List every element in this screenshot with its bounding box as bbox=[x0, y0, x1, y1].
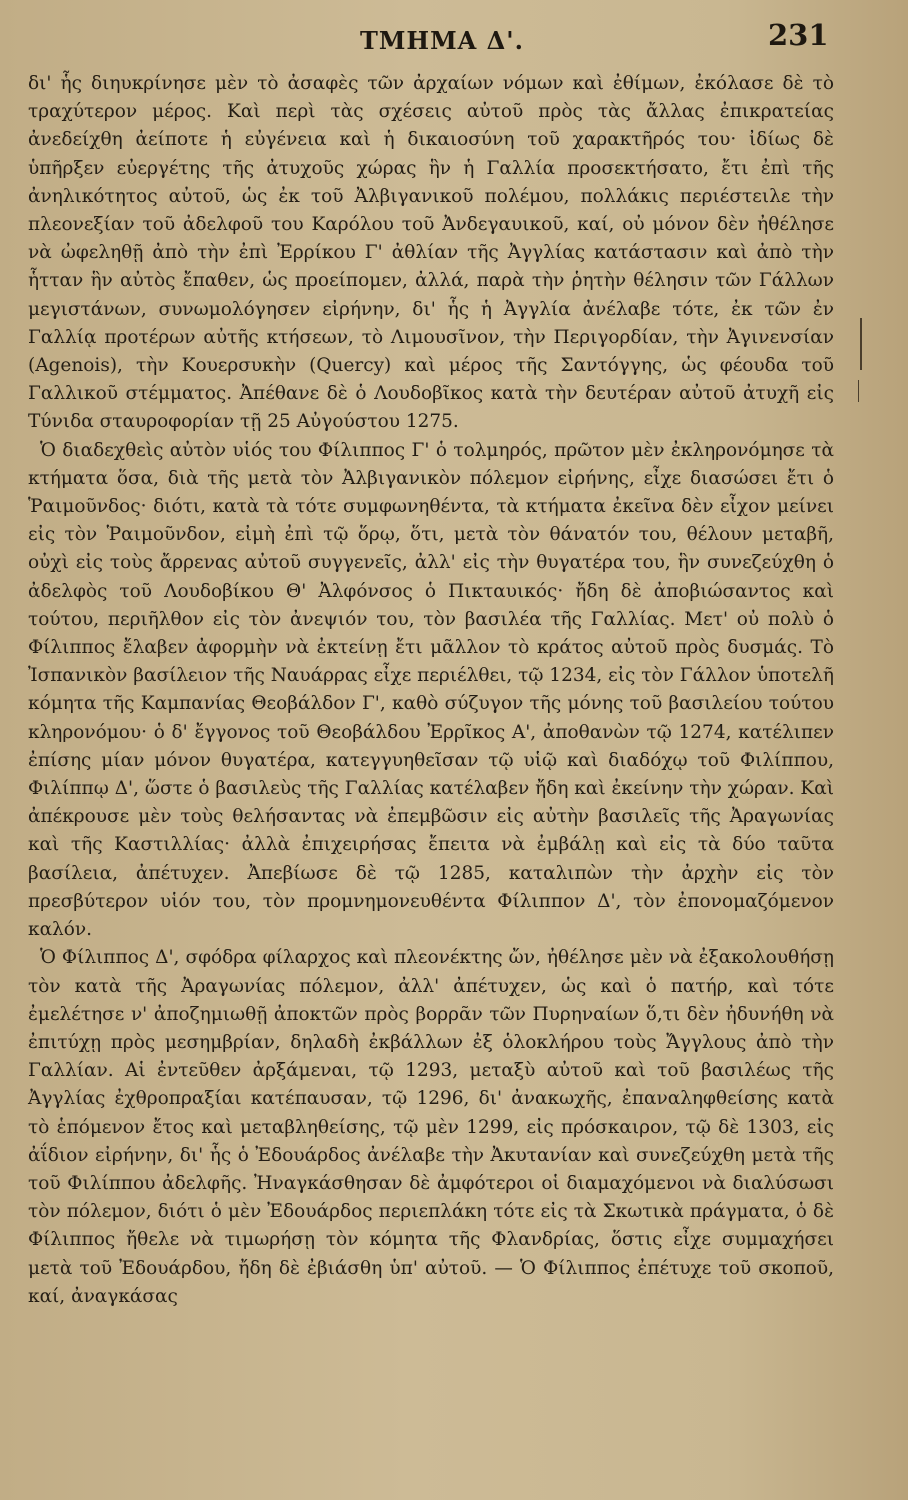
main-text bbox=[28, 70, 834, 1311]
margin-rule-mark bbox=[860, 318, 862, 370]
page-number: 231 bbox=[768, 18, 829, 52]
margin-rule-mark bbox=[858, 380, 859, 402]
running-head-section-title: ΤΜΗΜΑ Δ'. bbox=[360, 26, 524, 55]
page-header bbox=[0, 14, 908, 54]
paragraph: Ὁ Φίλιππος Δ', σφόδρα φίλαρχος καὶ πλεονέκτης ὤν, ἠθέλησε μὲν νὰ ἐξακολουθήσῃ τὸν κατὰ τῆς Ἀραγωνίας πόλεμον, ἀλλ' ἀπέτυχεν, ὡς καὶ ὁ πατήρ, καὶ τότε ἐμελέτησε ν' ἀποζημιωθῇ ἀποκτῶν πρὸς βορρᾶν τῶν Πυρηναίων ὅ,τι δὲν ἠδυνήθη νὰ ἐπιτύχῃ πρὸς μεσημβρίαν, δηλαδὴ ἐκβάλλων ἐξ ὁλοκλήρου τοὺς Ἄγγλους ἀπὸ τὴν Γαλλίαν. Αἱ ἐντεῦθεν ἀρξάμεναι, τῷ 1293, μεταξὺ αὐτοῦ καὶ τοῦ βασιλέως τῆς Ἀγγλίας ἐχθροπραξίαι κατέπαυσαν, τῷ 1296, δι' ἀνακωχῆς, ἐπαναληφθείσης κατὰ τὸ ἑπόμενον ἔτος καὶ μεταβληθείσης, τῷ μὲν 1299, εἰς πρόσκαιρον, τῷ δὲ 1303, εἰς ἀΐδιον εἰρήνην, δι' ἧς ὁ Ἐδουάρδος ἀνέλαβε τὴν Ἀκυτανίαν καὶ συνεζεύχθη μετὰ τῆς τοῦ Φιλίππου ἀδελφῆς. Ἠναγκάσθησαν δὲ ἀμφότεροι οἱ διαμαχόμενοι νὰ διαλύσωσι τὸν πόλεμον, διότι ὁ μὲν Ἐδουάρδος περιεπλάκη τότε εἰς τὰ Σκωτικὰ πράγματα, ὁ δὲ Φίλιππος ἤθελε νὰ τιμωρήσῃ τὸν κόμητα τῆς Φλανδρίας, ὅστις εἶχε συμμαχήσει μετὰ τοῦ Ἐδουάρδου, ἤδη δὲ ἐβιάσθη ὑπ' αὐτοῦ. — Ὁ Φίλιππος ἐπέτυχε τοῦ σκοποῦ, καί, ἀναγκάσας bbox=[28, 947, 834, 1307]
paragraph: δι' ἧς διηυκρίνησε μὲν τὸ ἀσαφὲς τῶν ἀρχαίων νόμων καὶ ἐθίμων, ἐκόλασε δὲ τὸ τραχύτερον μέρος. Καὶ περὶ τὰς σχέσεις αὐτοῦ πρὸς τὰς ἄλλας ἐπικρατείας ἀνεδείχθη ἀείποτε ἡ εὐγένεια καὶ ἡ δικαιοσύνη τοῦ χαρακτῆρός του· ἰδίως δὲ ὑπῆρξεν εὐεργέτης τῆς ἀτυχοῦς χώρας ἣν ἡ Γαλλία προσεκτήσατο, ἔτι ἐπὶ τῆς ἀνηλικότητος αὐτοῦ, ὡς ἐκ τοῦ Ἀλβιγανικοῦ πολέμου, πολλάκις περιέστειλε τὴν πλεονεξίαν τοῦ ἀδελφοῦ του Καρόλου τοῦ Ἀνδεγαυικοῦ, καί, οὐ μόνον δὲν ἠθέλησε νὰ ὠφεληθῇ ἀπὸ τὴν ἐπὶ Ἐρρίκου Γ' ἀθλίαν τῆς Ἀγγλίας κατάστασιν καὶ ἀπὸ τὴν ἧτταν ἣν αὐτὸς ἔπαθεν, ὡς προείπομεν, ἀλλά, παρὰ τὴν ῥητὴν θέλησιν τῶν Γάλλων μεγιστάνων, συνωμολόγησεν εἰρήνην, δι' ἧς ἡ Ἀγγλία ἀνέλαβε τότε, ἐκ τῶν ἐν Γαλλίᾳ προτέρων αὐτῆς κτήσεων, τὸ Λιμουσῖνον, τὴν Περιγορδίαν, τὴν Ἀγινενσίαν (Agenois), τὴν Κουερσυκὴν (Quercy) καὶ μέρος τῆς Σαντόγγης, ὡς φέουδα τοῦ Γαλλικοῦ στέμματος. Ἀπέθανε δὲ ὁ Λουδοβῖκος κατὰ τὴν δευτέραν αὐτοῦ ἀτυχῆ εἰς Τύνιδα σταυροφορίαν τῇ 25 Αὐγούστου 1275. bbox=[28, 73, 834, 433]
paragraph: Ὁ διαδεχθεὶς αὐτὸν υἱός του Φίλιππος Γ' ὁ τολμηρός, πρῶτον μὲν ἐκληρονόμησε τὰ κτήματα ὅσα, διὰ τῆς μετὰ τὸν Ἀλβιγανικὸν πόλεμον εἰρήνης, εἶχε διασώσει ἔτι ὁ Ῥαιμοῦνδος· διότι, κατὰ τὰ τότε συμφωνηθέντα, τὰ κτήματα ἐκεῖνα δὲν εἶχον μείνει εἰς τὸν Ῥαιμοῦνδον, εἰμὴ ἐπὶ τῷ ὅρῳ, ὅτι, μετὰ τὸν θάνατόν του, θέλουν μεταβῆ, οὐχὶ εἰς τοὺς ἄρρενας αὐτοῦ συγγενεῖς, ἀλλ' εἰς τὴν θυγατέρα του, ἣν συνεζεύχθη ὁ ἀδελφὸς τοῦ Λουδοβίκου Θ' Ἀλφόνσος ὁ Πικταυικός· ἤδη δὲ ἀποβιώσαντος καὶ τούτου, περιῆλθον εἰς τὸν ἀνεψιόν του, τὸν βασιλέα τῆς Γαλλίας. Μετ' οὐ πολὺ ὁ Φίλιππος ἔλαβεν ἀφορμὴν νὰ ἐκτείνῃ ἔτι μᾶλλον τὸ κράτος αὐτοῦ πρὸς δυσμάς. Τὸ Ἰσπανικὸν βασίλειον τῆς Ναυάρρας εἶχε περιέλθει, τῷ 1234, εἰς τὸν Γάλλον ὑποτελῆ κόμητα τῆς Καμπανίας Θεοβάλδον Γ', καθὸ σύζυγον τῆς μόνης τοῦ βασιλείου τούτου κληρονόμου· ὁ δ' ἔγγονος τοῦ Θεοβάλδου Ἐρρῖκος Α', ἀποθανὼν τῷ 1274, κατέλιπεν ἐπίσης μίαν μόνον θυγατέρα, κατεγγυηθεῖσαν τῷ υἱῷ καὶ διαδόχῳ τοῦ Φιλίππου, Φιλίππῳ Δ', ὥστε ὁ βασιλεὺς τῆς Γαλλίας κατέλαβεν ἤδη καὶ ἐκείνην τὴν χώραν. Καὶ ἀπέκρουσε μὲν τοὺς θελήσαντας νὰ ἐπεμβῶσιν εἰς αὐτὴν βασιλεῖς τῆς Ἀραγωνίας καὶ τῆς Καστιλλίας· ἀλλὰ ἐπιχειρήσας ἔπειτα νὰ ἐμβάλῃ καὶ εἰς τὰ δύο ταῦτα βασίλεια, ἀπέτυχεν. Ἀπεβίωσε δὲ τῷ 1285, καταλιπὼν τὴν ἀρχὴν εἰς τὸν πρεσβύτερον υἱόν του, τὸν προμνημονευθέντα Φίλιππον Δ', τὸν ἐπονομαζόμενον καλόν. bbox=[28, 439, 834, 941]
